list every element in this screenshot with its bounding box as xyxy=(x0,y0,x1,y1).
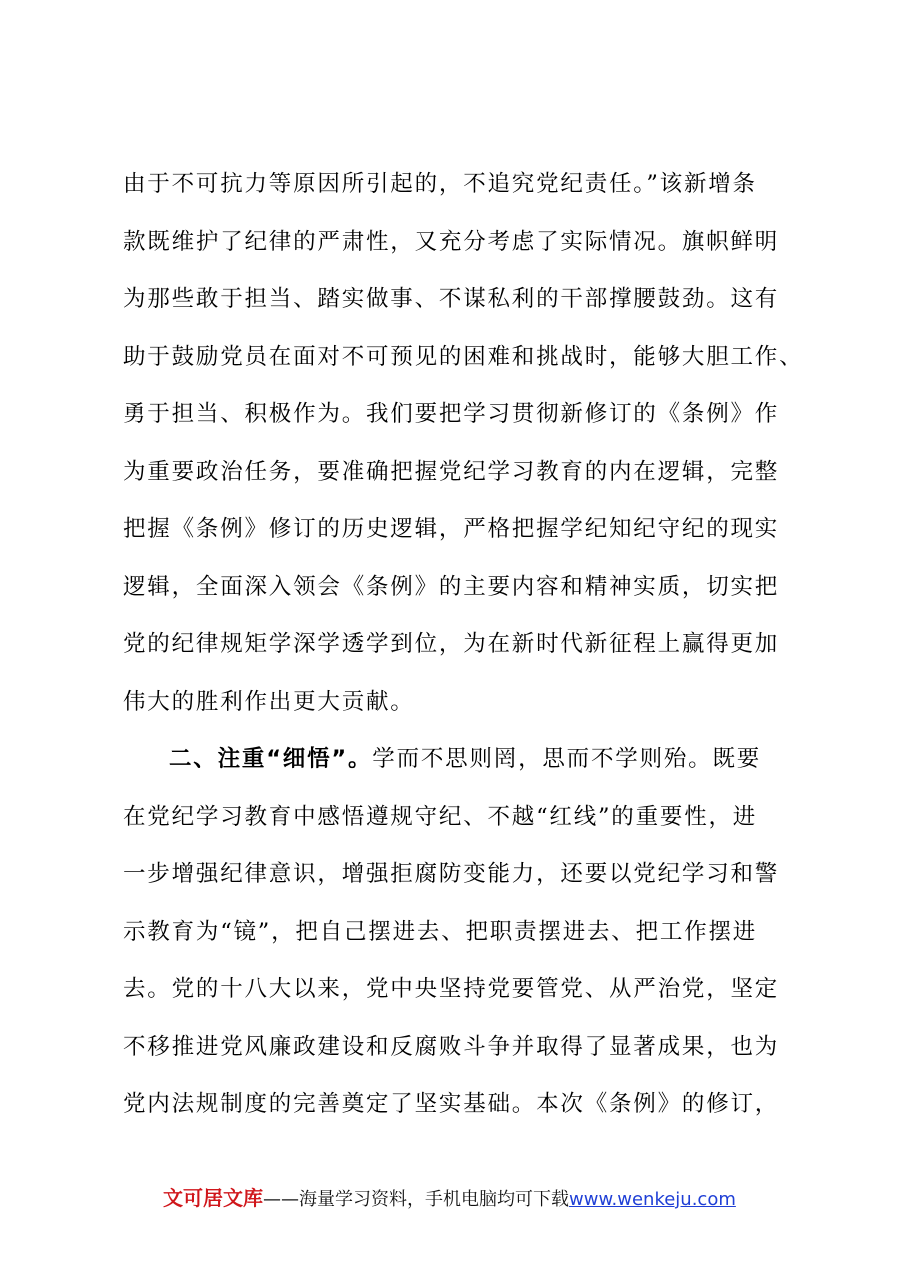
footer-brand: 文可居文库 xyxy=(163,1186,263,1210)
paragraph-line: 伟大的胜利作出更大贡献。 xyxy=(123,688,415,715)
paragraph-line: 逻辑，全面深入领会《条例》的主要内容和精神实质，切实把 xyxy=(123,573,780,600)
paragraph-line: 为重要政治任务，要准确把握党纪学习教育的内在逻辑，完整 xyxy=(123,458,780,485)
paragraph-line: 不移推进党风廉政建设和反腐败斗争并取得了显著成果，也为 xyxy=(123,1033,780,1060)
paragraph-line: 一步增强纪律意识，增强拒腐防变能力，还要以党纪学习和警 xyxy=(123,861,780,887)
paragraph-line: 去。党的十八大以来，党中央坚持党要管党、从严治党，坚定 xyxy=(123,976,780,1002)
paragraph-line: 勇于担当、积极作为。我们要把学习贯彻新修订的《条例》作 xyxy=(123,401,780,427)
footer-banner xyxy=(163,1182,736,1214)
section-first-line xyxy=(123,731,803,789)
paragraph-line: 助于鼓励党员在面对不可预见的困难和挑战时，能够大胆工作、 xyxy=(123,343,804,370)
footer-tagline: ——海量学习资料，手机电脑均可下载 xyxy=(263,1189,569,1210)
paragraph-line: 把握《条例》修订的历史逻辑，严格把握学纪知纪守纪的现实 xyxy=(123,516,780,542)
section-first-line-text: 学而不思则罔，思而不学则殆。既要 xyxy=(372,746,762,772)
paragraph-line: 为那些敢于担当、踏实做事、不谋私利的干部撑腰鼓劲。这有 xyxy=(123,286,780,312)
paragraph-line: 由于不可抗力等原因所引起的，不追究党纪责任。”该新增条 xyxy=(123,171,757,197)
paragraph-line: 党内法规制度的完善奠定了坚实基础。本次《条例》的修订， xyxy=(123,1091,780,1117)
footer-url-link[interactable]: www.wenkeju.com xyxy=(569,1189,736,1210)
body-text xyxy=(123,156,803,1134)
section-heading: 二、注重“细悟”。 xyxy=(169,746,373,772)
paragraph-line: 示教育为“镜”，把自己摆进去、把职责摆进去、把工作摆进 xyxy=(123,918,758,945)
paragraph-line: 在党纪学习教育中感悟遵规守纪、不越“红线”的重要性，进 xyxy=(123,803,758,830)
paragraph-line: 党的纪律规矩学深学透学到位，为在新时代新征程上赢得更加 xyxy=(123,631,780,657)
paragraph-line: 款既维护了纪律的严肃性，又充分考虑了实际情况。旗帜鲜明 xyxy=(123,228,780,255)
